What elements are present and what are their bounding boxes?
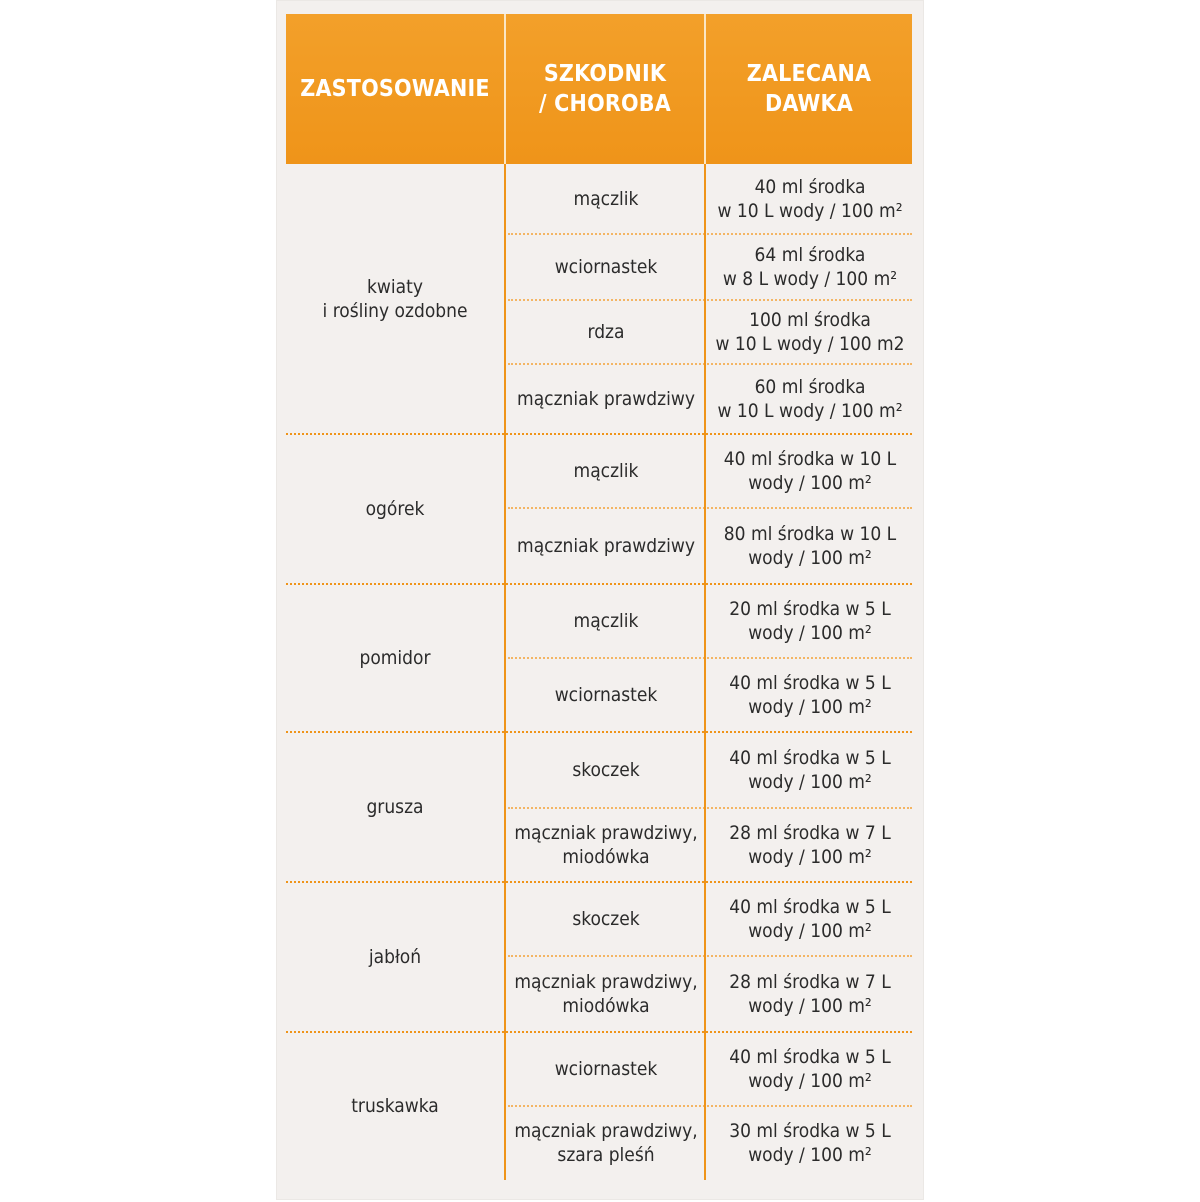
header-recommended-dose: ZALECANA DAWKA (746, 61, 872, 117)
dose-cell: 40 ml środka w 5 L wody / 100 m² (729, 1046, 891, 1092)
header-application: ZASTOSOWANIE (300, 76, 490, 102)
application-cell: jabłoń (368, 946, 422, 968)
dose-cell: 30 ml środka w 5 L wody / 100 m² (729, 1120, 891, 1166)
pest-cell: wciornastek (554, 256, 658, 278)
dose-cell: 40 ml środka w 5 L wody / 100 m² (729, 672, 891, 718)
application-cell: kwiaty i rośliny ozdobne (322, 276, 468, 322)
application-cell: ogórek (365, 498, 425, 520)
pest-cell: skoczek (572, 908, 640, 930)
header-pest-disease: SZKODNIK / CHOROBA (539, 61, 671, 117)
dose-cell: 28 ml środka w 7 L wody / 100 m² (729, 822, 891, 868)
pest-cell: mączniak prawdziwy, szara pleśń (514, 1120, 698, 1166)
dose-cell: 80 ml środka w 10 L wody / 100 m² (723, 523, 897, 569)
pest-cell: rdza (587, 321, 625, 343)
pest-cell: mączniak prawdziwy, miodówka (514, 822, 698, 868)
column-divider (504, 164, 506, 1180)
dose-cell: 60 ml środka w 10 L wody / 100 m² (717, 376, 903, 422)
dose-cell: 64 ml środka w 8 L wody / 100 m² (722, 244, 898, 290)
dosage-card (276, 0, 924, 1200)
column-divider (704, 164, 706, 1180)
dose-cell: 40 ml środka w 5 L wody / 100 m² (729, 747, 891, 793)
pest-cell: mączniak prawdziwy, miodówka (514, 971, 698, 1017)
pest-cell: mączniak prawdziwy (517, 388, 695, 410)
dose-cell: 40 ml środka w 10 L wody / 100 m² (723, 448, 897, 494)
pest-cell: wciornastek (554, 684, 658, 706)
pest-cell: mączlik (573, 610, 639, 632)
application-cell: pomidor (359, 647, 431, 669)
application-cell: grusza (366, 796, 424, 818)
dose-cell: 100 ml środka w 10 L wody / 100 m2 (715, 309, 905, 355)
pest-cell: mączniak prawdziwy (517, 535, 695, 557)
pest-cell: skoczek (572, 759, 640, 781)
table-body (286, 164, 912, 1202)
dosage-table (286, 14, 912, 1202)
dose-cell: 40 ml środka w 5 L wody / 100 m² (729, 896, 891, 942)
dose-cell: 20 ml środka w 5 L wody / 100 m² (729, 598, 891, 644)
dose-cell: 40 ml środka w 10 L wody / 100 m² (717, 176, 903, 222)
dose-cell: 28 ml środka w 7 L wody / 100 m² (729, 971, 891, 1017)
application-cell: truskawka (351, 1095, 439, 1117)
pest-cell: mączlik (573, 460, 639, 482)
pest-cell: mączlik (573, 188, 639, 210)
table-header (286, 14, 912, 164)
pest-cell: wciornastek (554, 1058, 658, 1080)
